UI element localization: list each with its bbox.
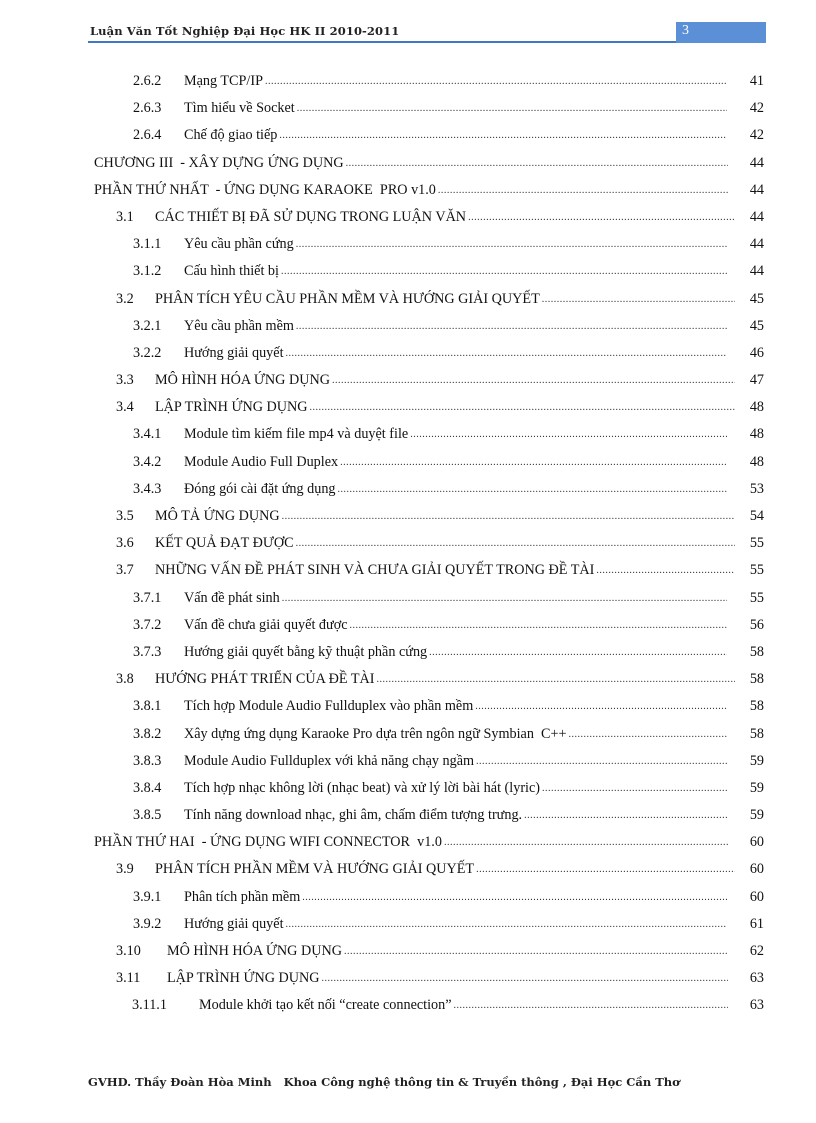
toc-entry-title [184,639,727,666]
toc-dot-leader [296,231,727,258]
toc-dot-leader [265,68,727,95]
toc-entry[interactable] [0,802,816,829]
toc-entry[interactable] [0,367,816,394]
toc-entry-page: 62 [749,943,764,959]
toc-entry-title-text: CHƯƠNG III - XÂY DỰNG ỨNG DỤNG [94,154,344,171]
toc-dot-leader [332,367,735,394]
toc-entry-page: 42 [749,100,764,117]
toc-entry-title [184,68,727,95]
toc-entry-title [184,313,727,340]
toc-entry-number: 2.6.3 [133,100,162,117]
toc-entry[interactable] [0,503,816,530]
toc-entry-number: 3.7.3 [133,643,162,660]
toc-entry-title-text: Tích hợp nhạc không lời (nhạc beat) và xử lý lời bài hát (lyric) [184,779,541,796]
toc-entry-number: 3.3 [116,372,134,389]
toc-entry[interactable] [0,557,816,584]
toc-entry-title-text: PHÂN TÍCH PHẦN MỀM VÀ HƯỚNG GIẢI QUYẾT [155,861,475,878]
toc-entry-number: 3.8.5 [133,807,162,824]
toc-entry-title [184,231,727,258]
toc-entry-number: 3.1 [116,208,134,225]
toc-entry[interactable] [0,721,816,748]
toc-entry-title-text: NHỮNG VẤN ĐỀ PHÁT SINH VÀ CHƯA GIẢI QUYẾT TRONG ĐỀ TÀI [155,562,595,579]
toc-entry-title-text: Xây dựng ứng dụng Karaoke Pro dựa trên ngôn ngữ Symbian C++ [184,725,567,742]
toc-entry[interactable] [0,693,816,720]
toc-entry-title [184,721,727,748]
toc-entry-title [155,286,735,313]
toc-entry-title [167,938,728,965]
toc-entry[interactable] [0,884,816,911]
toc-entry-title-text: Chế độ giao tiếp [184,127,278,144]
toc-entry-page: 61 [749,915,764,932]
toc-entry-title [94,829,728,856]
toc-entry-number: 3.8.4 [133,779,162,796]
toc-dot-leader [310,394,736,421]
toc-entry-number: 3.4 [116,399,134,416]
toc-entry-title-text: Yêu cầu phần cứng [184,236,294,253]
toc-dot-leader [297,95,727,122]
toc-entry[interactable] [0,204,816,231]
toc-entry-number: 3.8.2 [133,725,162,742]
toc-entry-title [155,666,735,693]
toc-entry-page: 44 [749,154,764,171]
toc-entry[interactable] [0,639,816,666]
toc-entry[interactable] [0,68,816,95]
toc-entry[interactable] [0,421,816,448]
toc-entry-title-text: Tìm hiểu về Socket [184,100,295,117]
toc-entry-title-text: Yêu cầu phần mềm [184,317,294,334]
toc-dot-leader [468,204,735,231]
toc-entry-number: 3.2.2 [133,344,162,361]
toc-dot-leader [350,612,727,639]
toc-entry-title [184,421,727,448]
toc-dot-leader [296,313,727,340]
toc-entry-title-text: Module khởi tạo kết nối “create connection” [199,997,452,1014]
toc-entry-page: 55 [749,535,764,552]
toc-entry-title-text: Phân tích phần mềm [184,888,301,905]
toc-entry[interactable] [0,313,816,340]
toc-entry-page: 59 [749,779,764,796]
toc-entry-title [184,122,727,149]
toc-entry-page: 60 [749,834,764,851]
toc-dot-leader [444,829,728,856]
toc-entry-title [155,856,735,883]
toc-entry[interactable] [0,666,816,693]
toc-entry[interactable] [0,122,816,149]
toc-entry-title [184,585,727,612]
toc-dot-leader [476,748,727,775]
toc-entry-number: 3.9 [116,861,134,878]
toc-entry-title-text: Module tìm kiếm file mp4 và duyệt file [184,426,409,443]
toc-dot-leader [340,449,727,476]
toc-entry[interactable] [0,585,816,612]
toc-entry-page: 58 [749,698,764,715]
toc-entry-page: 44 [749,181,764,198]
toc-entry-page: 59 [749,752,764,769]
toc-entry-number: 3.9.1 [133,888,162,905]
toc-entry[interactable] [0,911,816,938]
toc-entry-title-text: MÔ HÌNH HÓA ỨNG DỤNG [155,372,330,389]
toc-entry-number: 3.11 [116,970,141,987]
toc-entry[interactable] [0,231,816,258]
toc-dot-leader [454,992,728,1019]
toc-entry-page: 53 [749,480,764,497]
toc-entry[interactable] [0,95,816,122]
toc-entry-title [184,693,727,720]
toc-entry-number: 3.2 [116,290,134,307]
toc-entry-page: 60 [749,888,764,905]
toc-entry-page: 45 [749,317,764,334]
toc-entry[interactable] [0,829,816,856]
toc-entry-page: 59 [749,807,764,824]
toc-entry-title [155,367,735,394]
toc-entry[interactable] [0,150,816,177]
toc-dot-leader [476,856,735,883]
toc-entry-number: 3.4.3 [133,480,162,497]
toc-entry[interactable] [0,612,816,639]
toc-entry-page: 63 [749,970,764,987]
toc-entry-title [94,150,728,177]
toc-entry-title-text: LẬP TRÌNH ỨNG DỤNG [167,970,320,987]
toc-entry[interactable] [0,177,816,204]
toc-entry[interactable] [0,992,816,1019]
toc-entry-number: 3.8 [116,671,134,688]
table-of-contents [0,68,816,1020]
toc-entry-title [94,177,728,204]
toc-entry-page: 60 [749,861,764,878]
toc-entry-title [184,775,727,802]
page-number: 3 [682,23,689,38]
toc-entry-title-text: Hướng giải quyết [184,344,284,361]
page-footer [88,1075,788,1089]
toc-entry-title [155,503,735,530]
toc-entry-page: 44 [749,208,764,225]
toc-entry-number: 3.11.1 [132,997,167,1014]
toc-dot-leader [344,938,728,965]
toc-entry-page: 55 [749,562,764,579]
toc-entry[interactable] [0,258,816,285]
toc-dot-leader [296,530,735,557]
toc-dot-leader [302,884,727,911]
toc-entry-number: 3.1.2 [133,263,162,280]
toc-dot-leader [377,666,736,693]
toc-dot-leader [429,639,727,666]
toc-dot-leader [524,802,727,829]
toc-dot-leader [542,775,727,802]
toc-entry-title [184,802,727,829]
toc-entry-page: 56 [749,616,764,633]
toc-entry-title [155,394,735,421]
toc-entry-page: 55 [749,589,764,606]
header-title: Luận Văn Tốt Nghiệp Đại Học HK II 2010-2011 [90,24,400,38]
toc-entry[interactable] [0,965,816,992]
toc-entry-page: 44 [749,263,764,280]
toc-entry-page: 42 [749,127,764,144]
toc-entry-page: 47 [749,372,764,389]
toc-entry-title-text: Vấn đề chưa giải quyết được [184,616,348,633]
toc-dot-leader [438,177,728,204]
toc-entry-title [167,965,728,992]
toc-entry-title-text: HƯỚNG PHÁT TRIỂN CỦA ĐỀ TÀI [155,671,375,688]
toc-entry-title-text: Vấn đề phát sinh [184,589,280,606]
footer-advisor: GVHD. Thầy Đoàn Hòa Minh [88,1075,272,1089]
toc-entry-page: 63 [749,997,764,1014]
toc-entry-number: 3.7.1 [133,589,162,606]
toc-entry-page: 48 [749,453,764,470]
toc-entry-page: 48 [749,399,764,416]
toc-entry-title [155,530,735,557]
toc-entry-title [155,204,735,231]
toc-dot-leader [282,585,727,612]
header-rule [88,41,676,43]
toc-entry-title-text: Module Audio Fullduplex với khả năng chạy ngầm [184,752,475,769]
toc-entry-title [184,748,727,775]
toc-entry-title [184,612,727,639]
toc-entry[interactable] [0,449,816,476]
toc-entry-title-text: Mạng TCP/IP [184,73,263,89]
toc-entry-title [199,992,728,1019]
toc-entry-number: 3.9.2 [133,915,162,932]
toc-entry-title-text: Đóng gói cài đặt ứng dụng [184,480,336,497]
toc-entry-number: 3.7.2 [133,616,162,633]
footer-faculty: Khoa Công nghệ thông tin & Truyền thông , Đại Học Cần Thơ [283,1075,680,1089]
toc-dot-leader [281,258,727,285]
toc-entry-number: 3.8.3 [133,752,162,769]
toc-entry[interactable] [0,340,816,367]
toc-entry[interactable] [0,938,816,965]
toc-entry-title [155,557,735,584]
toc-dot-leader [410,421,727,448]
toc-entry-title [184,449,727,476]
toc-entry-number: 3.4.1 [133,426,162,443]
toc-entry-number: 3.8.1 [133,698,162,715]
toc-entry-number: 3.4.2 [133,453,162,470]
toc-entry[interactable] [0,856,816,883]
toc-entry-title-text: MÔ HÌNH HÓA ỨNG DỤNG [167,943,342,959]
toc-entry[interactable] [0,530,816,557]
toc-entry-title [184,95,727,122]
toc-entry-title [184,911,727,938]
toc-entry-title-text: Tính năng download nhạc, ghi âm, chấm điểm tượng trưng. [184,807,523,824]
toc-entry-number: 3.5 [116,508,134,524]
toc-entry-number: 3.1.1 [133,236,162,253]
toc-entry-number: 2.6.4 [133,127,162,144]
toc-entry-title-text: Hướng giải quyết bằng kỹ thuật phần cứng [184,643,428,660]
toc-entry[interactable] [0,394,816,421]
toc-entry-title-text: PHẦN THỨ NHẤT - ỨNG DỤNG KARAOKE PRO v1.0 [94,181,436,198]
toc-dot-leader [282,503,735,530]
toc-entry-page: 58 [749,643,764,660]
toc-entry-page: 48 [749,426,764,443]
toc-entry-page: 54 [749,508,764,524]
toc-entry-number: 2.6.2 [133,73,162,89]
toc-dot-leader [286,340,727,367]
toc-entry-title-text: Tích hợp Module Audio Fullduplex vào phần mềm [184,698,474,715]
toc-entry-number: 3.2.1 [133,317,162,334]
toc-entry[interactable] [0,775,816,802]
toc-entry-page: 46 [749,344,764,361]
toc-entry-title-text: PHÂN TÍCH YÊU CẦU PHẦN MỀM VÀ HƯỚNG GIẢI QUYẾT [155,290,540,307]
toc-entry-number: 3.7 [116,562,134,579]
toc-entry-title-text: Cấu hình thiết bị [184,263,279,280]
toc-entry-page: 58 [749,671,764,688]
toc-entry-title-text: KẾT QUẢ ĐẠT ĐƯỢC [155,535,294,552]
toc-entry-page: 45 [749,290,764,307]
toc-entry-number: 3.10 [116,943,141,959]
toc-entry-title-text: MÔ TẢ ỨNG DỤNG [155,508,280,524]
toc-dot-leader [542,286,735,313]
page-number-box [676,22,766,43]
toc-dot-leader [279,122,727,149]
toc-dot-leader [475,693,727,720]
toc-entry-title-text: Hướng giải quyết [184,915,284,932]
toc-entry-title-text: LẬP TRÌNH ỨNG DỤNG [155,399,308,416]
page-header [88,22,766,43]
toc-entry[interactable] [0,286,816,313]
toc-entry-page: 58 [749,725,764,742]
toc-dot-leader [322,965,729,992]
toc-entry-page: 44 [749,236,764,253]
toc-entry-number: 3.6 [116,535,134,552]
toc-entry-title-text: CÁC THIẾT BỊ ĐÃ SỬ DỤNG TRONG LUẬN VĂN [155,208,467,225]
toc-entry-title [184,340,727,367]
toc-entry[interactable] [0,476,816,503]
toc-entry[interactable] [0,748,816,775]
toc-dot-leader [596,557,735,584]
toc-entry-title-text: PHẦN THỨ HAI - ỨNG DỤNG WIFI CONNECTOR v1.0 [94,834,442,851]
toc-entry-title [184,884,727,911]
toc-dot-leader [346,150,728,177]
toc-entry-title [184,476,727,503]
toc-dot-leader [568,721,727,748]
toc-entry-title [184,258,727,285]
toc-dot-leader [286,911,727,938]
toc-dot-leader [338,476,727,503]
toc-entry-page: 41 [749,73,764,89]
toc-entry-title-text: Module Audio Full Duplex [184,453,339,470]
